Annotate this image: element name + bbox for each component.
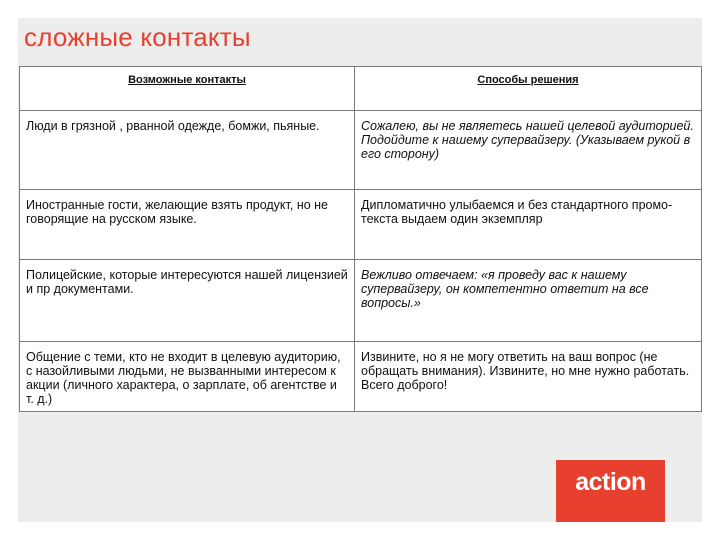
solution-cell: Извините, но я не могу ответить на ваш вопрос (не обращать внимания). Извините, но мне нужно работать. Всего доброго! [355,342,702,412]
solution-cell: Сожалею, вы не являетесь нашей целевой аудиторией. Подойдите к нашему супервайзеру. (Указываем рукой в его сторону) [355,111,702,190]
action-logo [556,460,665,522]
table-row [20,190,702,260]
header-solutions: Способы решения [355,67,702,111]
contacts-table [19,66,702,412]
contacts-table-wrapper [19,66,701,412]
table-row [20,342,702,412]
contact-cell: Люди в грязной , рванной одежде, бомжи, пьяные. [20,111,355,190]
logo-text: action [575,468,646,496]
header-possible-contacts: Возможные контакты [20,67,355,111]
table-header-row [20,67,702,111]
solution-cell: Дипломатично улыбаемся и без стандартного промо-текста выдаем один экземпляр [355,190,702,260]
contact-cell: Полицейские, которые интересуются нашей лицензией и пр документами. [20,260,355,342]
slide-title: сложные контакты [24,22,251,52]
solution-cell: Вежливо отвечаем: «я проведу вас к нашему супервайзеру, он компетентно ответит на все вопросы.» [355,260,702,342]
table-row [20,260,702,342]
contact-cell: Общение с теми, кто не входит в целевую аудиторию, с назойливыми людьми, не вызванными интересом к акции (личного характера, о зарплате, об агентстве и т. д.) [20,342,355,412]
table-row [20,111,702,190]
contact-cell: Иностранные гости, желающие взять продукт, но не говорящие на русском языке. [20,190,355,260]
